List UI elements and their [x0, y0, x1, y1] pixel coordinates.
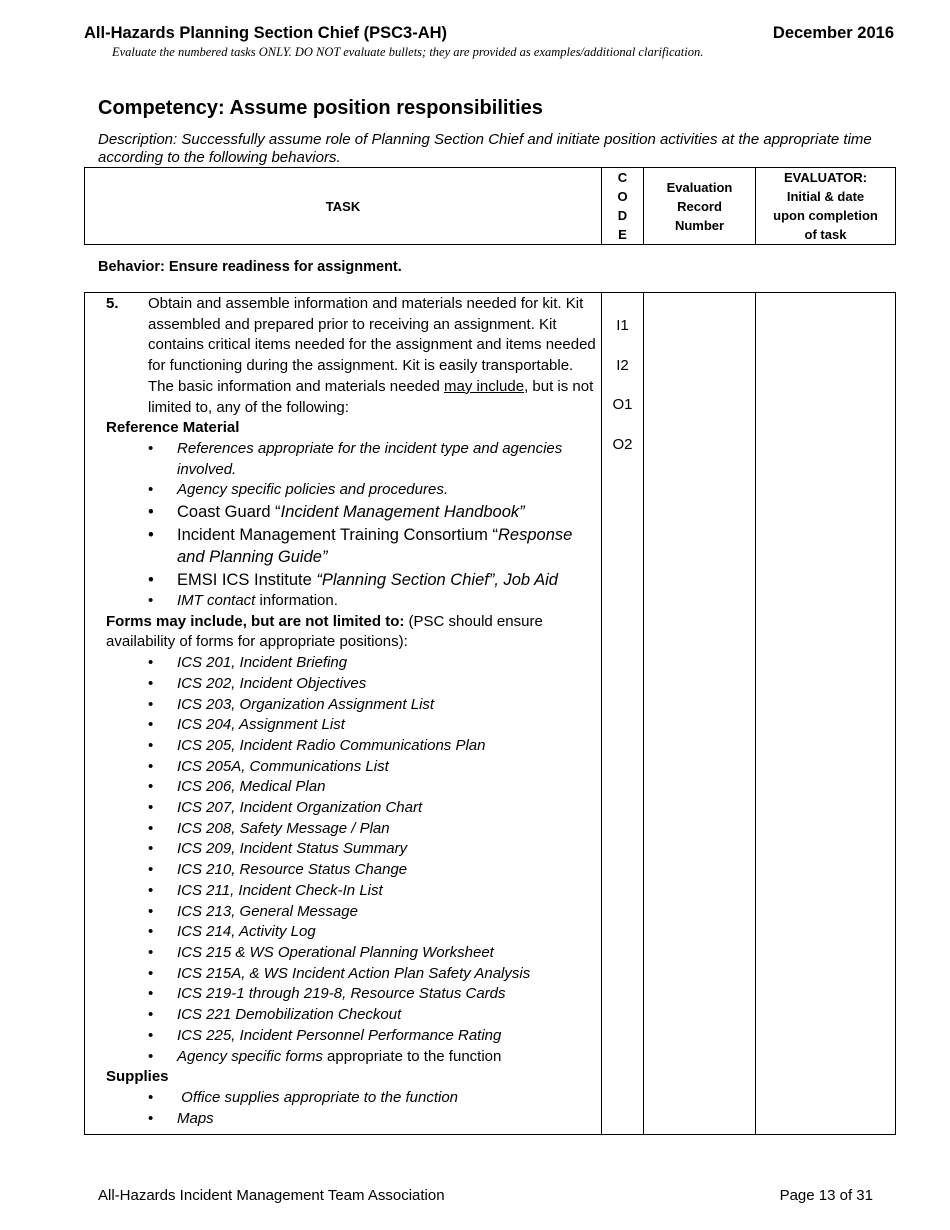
supplies-heading: Supplies: [106, 1068, 169, 1086]
list-item: • Agency specific policies and procedures.: [177, 480, 601, 501]
list-item: • ICS 209, Incident Status Summary: [177, 839, 601, 860]
list-item: • ICS 215 & WS Operational Planning Worksheet: [177, 943, 601, 964]
reference-guides-list: [106, 501, 601, 591]
reference-list: [106, 439, 601, 501]
list-item: • ICS 207, Incident Organization Chart: [177, 798, 601, 819]
list-item: • ICS 219-1 through 219-8, Resource Status Cards: [177, 984, 601, 1005]
list-item: • ICS 208, Safety Message / Plan: [177, 819, 601, 840]
code-value: I1: [616, 317, 629, 334]
list-item: • ICS 210, Resource Status Change: [177, 860, 601, 881]
header-evaluation-record: Evaluation Record Number: [644, 168, 756, 245]
list-item: • Maps: [177, 1109, 601, 1130]
header-code: C O D E: [602, 168, 644, 245]
code-value: I2: [616, 356, 629, 374]
list-item: • ICS 225, Incident Personnel Performance Rating: [177, 1026, 601, 1047]
forms-heading: Forms may include, but are not limited to: (PSC should ensure availability of forms for appropriate positions):: [106, 612, 543, 651]
reference-material-heading: Reference Material: [106, 419, 240, 437]
list-item: • ICS 204, Assignment List: [177, 715, 601, 736]
forms-list: [106, 653, 601, 1046]
list-item: • ICS 221 Demobilization Checkout: [177, 1005, 601, 1026]
list-item: • EMSI ICS Institute “Planning Section Chief”, Job Aid: [177, 569, 601, 592]
code-value: O2: [612, 436, 633, 454]
list-item: • Coast Guard “Incident Management Handbook”: [177, 501, 601, 524]
list-item: • ICS 202, Incident Objectives: [177, 674, 601, 695]
list-item: • ICS 203, Organization Assignment List: [177, 695, 601, 716]
evaluator-signoff-cell[interactable]: [756, 293, 896, 1135]
header-task: TASK: [85, 168, 602, 245]
task-table: [84, 292, 896, 1135]
list-item: • References appropriate for the incident type and agencies involved.: [177, 439, 601, 480]
task-cell: [85, 293, 602, 1135]
list-item: • ICS 213, General Message: [177, 902, 601, 923]
evaluation-note: Evaluate the numbered tasks ONLY. DO NOT evaluate bullets; they are provided as examples/additional clarification.: [112, 45, 704, 59]
footer-page-number: Page 13 of 31: [779, 1187, 873, 1204]
code-cell: [602, 293, 644, 1135]
list-item: • ICS 214, Activity Log: [177, 922, 601, 943]
list-item: • ICS 201, Incident Briefing: [177, 653, 601, 674]
task-description: Obtain and assemble information and materials needed for kit. Kit assembled and prepared prior to receiving an assignment. Kit contains critical items needed for the assignment and items needed for functioning during the assignment. Kit is easily transportable. The basic information and materials needed may include, but is not limited to, any of the following:: [148, 295, 596, 416]
competency-description: Description: Successfully assume role of Planning Section Chief and initiate position activities at the appropriate time according to the following behaviors.: [98, 131, 872, 166]
list-item: • ICS 205A, Communications List: [177, 757, 601, 778]
evaluation-record-cell[interactable]: [644, 293, 756, 1135]
list-item: • ICS 215A, & WS Incident Action Plan Safety Analysis: [177, 964, 601, 985]
document-date: December 2016: [772, 24, 894, 42]
list-item: • Incident Management Training Consortium “Response and Planning Guide”: [177, 524, 601, 569]
list-item: • Office supplies appropriate to the function: [177, 1088, 601, 1109]
behavior-heading: Behavior: Ensure readiness for assignment.: [98, 259, 402, 275]
list-item: • Agency specific forms appropriate to the function: [177, 1047, 601, 1068]
document-title: All-Hazards Planning Section Chief (PSC3-AH): [84, 24, 448, 42]
code-value: O1: [612, 396, 633, 414]
list-item: • IMT contact information.: [177, 591, 601, 612]
list-item: • ICS 205, Incident Radio Communications Plan: [177, 736, 601, 757]
supplies-list: [106, 1088, 601, 1129]
competency-title: Competency: Assume position responsibilities: [98, 97, 543, 119]
task-number: 5.: [106, 295, 119, 312]
task-table-header: [84, 167, 896, 245]
header-evaluator: EVALUATOR: Initial & date upon completion of task: [756, 168, 896, 245]
list-item: • ICS 211, Incident Check-In List: [177, 881, 601, 902]
footer-organization: All-Hazards Incident Management Team Association: [98, 1187, 445, 1204]
list-item: • ICS 206, Medical Plan: [177, 777, 601, 798]
